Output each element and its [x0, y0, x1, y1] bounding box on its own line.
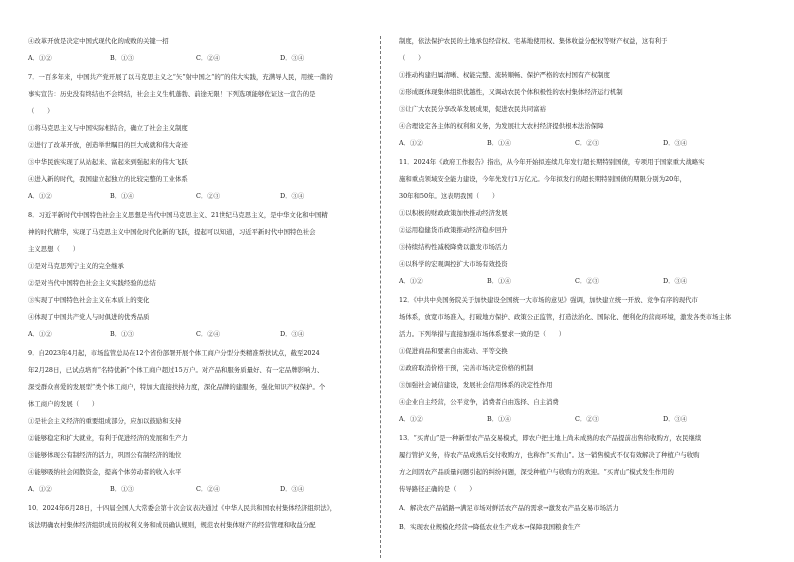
top-item: ④改革开放是决定中国式现代化的成败的关键一招: [28, 37, 169, 45]
q13-stem-line: 方之间因农产品质量问题引起的纠纷问题，深受种植户与收购方的欢迎。“买青山”模式发生作用的: [399, 468, 674, 476]
q12-item: ②政府取消价格干预，完善市场决定价格的机制: [399, 364, 534, 372]
q9-item: ②能够稳定和扩大就业，有利于促进经济的发展和生产力: [28, 434, 188, 442]
option-a: A．①②: [28, 485, 52, 493]
option-a: A．①②: [28, 330, 52, 338]
q9-item: ③能够体现公有制经济的活力，巩固公有制经济的地位: [28, 451, 182, 459]
option-b: B．①④: [487, 139, 511, 147]
q8-stem-line: 神的时代精华，实现了马克思主义中国化时代化新的飞跃，提起可以知道，习近平新时代中国特色社会: [28, 228, 316, 236]
q10-item: ③让广大农民分享改革发展成果，促进农民共同富裕: [399, 105, 546, 113]
q8-item: ④体现了中国共产党人与时俱进的优秀品质: [28, 313, 150, 321]
option-c: C．②④: [196, 330, 221, 338]
option-d: D．③④: [280, 192, 305, 200]
option-b: B．①④: [487, 415, 511, 423]
option-d: D．③④: [280, 54, 305, 62]
q9-stem-line: 9．自2023年4月起，市场监管总局在12个省份部署开展个体工商户分型分类精准帮扶试点，截至2024: [28, 349, 320, 357]
q10-stem-line: 制度，依法保护农民的土地承包经营权、宅基地使用权、集体收益分配权等财产权益，这有利于: [399, 37, 668, 45]
q12-item: ④企业自主经营，公平竞争，消费者自由选择、自主消费: [399, 398, 559, 406]
q11-item: ④以科学的宏观调控扩大市场有效投资: [399, 260, 508, 268]
option-a: A．①②: [399, 415, 423, 423]
q10-stem-line: 该法明确农村集体经济组织成员的权利义务和成员确认规则，规范农村集体财产的经营管理和收益分配: [28, 521, 316, 529]
q11-stem-line: 施和重点领域安全能力建设，今年先发行1万亿元。今年拟发行的超长期特别国债的期限分别为20年，: [399, 175, 686, 183]
q11-stem-line: 30年和50年。这表明我国（ ）: [399, 192, 499, 200]
q12-stem-line: 12．《中共中央国务院关于加快建设全国统一大市场的意见》强调，加快建立统一开放、竞争有序的现代市: [399, 296, 698, 304]
q9-stem-line: 体工商户的发展（ ）: [28, 400, 99, 408]
q13-stem-line: 13．“买青山”是一种新型农产品交易模式，即农户把土地上尚未成熟的农产品提前出售给收购方，农民继续: [399, 434, 702, 442]
q7-item: ②进行了改革开放，创造举世瞩目的巨大成就和伟大奇迹: [28, 141, 188, 149]
q13-option: A．解决农产品销路→满足市场对鲜活农产品的需求→激发农产品交易市场活力: [399, 504, 619, 512]
q12-stem-line: 活力。下列举措与直接加强市场体系要求一致的是（ ）: [399, 330, 566, 338]
q9-item: ①是社会主义经济的重要组成部分，应加以鼓励和支持: [28, 417, 182, 425]
option-c: C．②③: [575, 139, 600, 147]
option-c: C．②③: [575, 277, 600, 285]
option-b: B．①③: [110, 54, 134, 62]
q7-stem-line: （ ）: [28, 107, 54, 115]
option-b: B．①④: [487, 277, 511, 285]
option-c: C．②③: [575, 415, 600, 423]
q13-stem-line: 履行管护义务，待农产品成熟后交付收购方，也称作“买青山”。这一销售模式不仅有效解决了种植户与收购: [399, 451, 700, 459]
column-divider: [380, 36, 381, 558]
option-a: A．①②: [28, 192, 52, 200]
q8-item: ①是对马克思列宁主义的完全继承: [28, 262, 124, 270]
q7-stem-line: 事实宣告：历史没有终结也不会终结，社会主义生机蓬勃、前途无限！下列选项能够佐证这一宣告的是: [28, 90, 316, 98]
option-b: B．①④: [110, 192, 134, 200]
q13-stem-line: 传导路径正确的是（ ）: [399, 485, 476, 493]
option-b: B．①③: [110, 330, 134, 338]
option-a: A．①②: [399, 139, 423, 147]
q10-item: ④合理设定各主体的权利和义务，为发展壮大农村经济提供根本法治保障: [399, 122, 604, 130]
option-a: A．①②: [399, 277, 423, 285]
q8-stem-line: 8．习近平新时代中国特色社会主义思想是当代中国马克思主义、21世纪马克思主义，是中华文化和中国精: [28, 211, 328, 219]
option-d: D．③④: [663, 415, 688, 423]
option-c: C．②③: [196, 192, 221, 200]
option-d: D．③④: [663, 139, 688, 147]
option-d: D．③④: [663, 277, 688, 285]
q11-item: ②运用稳健货币政策推动经济稳步回升: [399, 226, 508, 234]
option-a: A．①②: [28, 54, 52, 62]
q10-stem-line: （ ）: [399, 54, 425, 62]
option-b: B．①③: [110, 485, 134, 493]
q11-item: ③持续结构性减税降费以激发市场活力: [399, 243, 508, 251]
q7-item: ④进入新的时代，我国建立起独立的比较完整的工业体系: [28, 175, 188, 183]
option-c: C．②④: [196, 485, 221, 493]
q9-stem-line: 年2月28日，已试点培育“名特优新”个体工商户超过15万户。对产品和服务质量好、有一定品牌影响力、: [28, 366, 324, 374]
q11-item: ①以积极的财政政策加快推动经济发展: [399, 209, 508, 217]
q8-stem-line: 主义思想（ ）: [28, 245, 80, 253]
q9-stem-line: 深受群众喜爱的发展型“类个体工商户，特加大直接扶持力度，深化品牌的建服务，强化知识产权保护。个: [28, 383, 326, 391]
q10-item: ①推动构建归属清晰、权能完整、流转顺畅、保护严格的农村国有产权制度: [399, 71, 610, 79]
q7-stem-line: 7．一百多年来，中国共产党开展了以马克思主义之“矢”射中国之“的”的伟大实践，充满导人民，用统一凿的: [28, 73, 333, 81]
q7-item: ③中华民族实现了从站起来、富起来到强起来的伟大飞跃: [28, 158, 188, 166]
option-c: C．②④: [196, 54, 221, 62]
q11-stem-line: 11．2024年《政府工作报告》指出，从今年开始拟连续几年发行超长期特别国债，专项用于国家重大战略实: [399, 158, 705, 166]
q12-stem-line: 场体系，放宽市场准入，打破地方保护、政策公正监管，打造法治化、国际化、便利化的营商环境，激发各类市场主体: [399, 313, 732, 321]
q8-item: ③实现了中国特色社会主义在本质上的变化: [28, 296, 150, 304]
q12-item: ③加强社会诚信建设，发展社会信用体系的决定性作用: [399, 381, 553, 389]
q8-item: ②是对当代中国特色社会主义实践经验的总结: [28, 279, 156, 287]
option-d: D．③④: [280, 485, 305, 493]
q9-item: ④能够吸纳社会闲散资金，提高个体劳动者的收入水平: [28, 468, 182, 476]
q12-item: ①促进商品和要素自由流动、平等交换: [399, 347, 508, 355]
q10-item: ②形成既体现集体组织优越性，又调动农民个体积极性的农村集体经济运行机制: [399, 88, 623, 96]
option-d: D．③④: [280, 330, 305, 338]
q10-stem-line: 10．2024年6月28日，十四届全国人大常委会第十次会议表决通过《中华人民共和国农村集体经济组织法》，: [28, 504, 337, 512]
q7-item: ①将马克思主义与中国实际相结合，确立了社会主义制度: [28, 124, 188, 132]
q13-option: B．实现农业规模化经营→降低农业生产成本→保障我国粮食生产: [399, 523, 581, 531]
